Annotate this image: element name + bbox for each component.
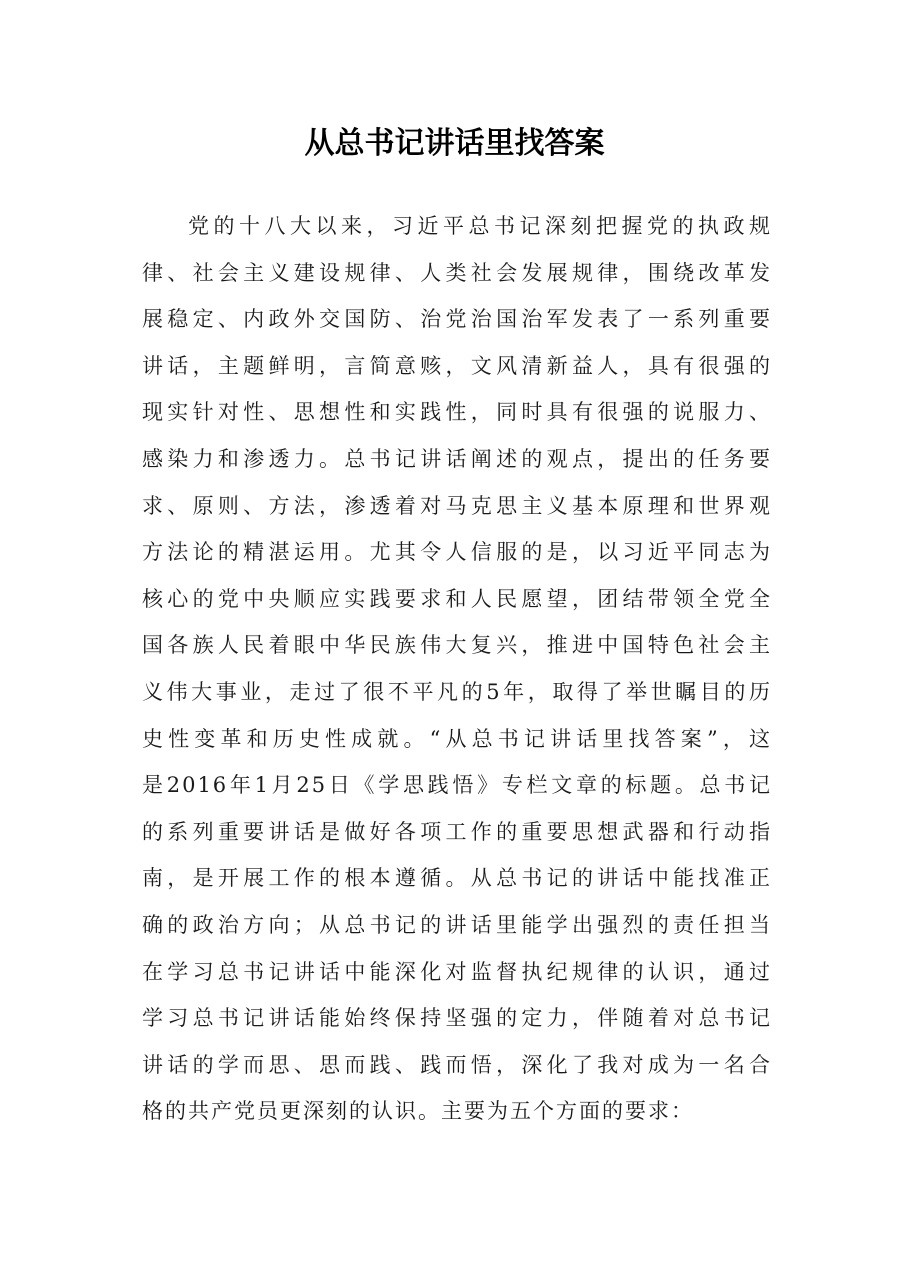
paragraph-line: 现实针对性、思想性和实践性，同时具有很强的说服力、 — [142, 400, 772, 425]
paragraph-line: 律、社会主义建设规律、人类社会发展规律，围绕改革发 — [142, 260, 772, 285]
paragraph-line: 义伟大事业，走过了很不平凡的5年，取得了举世瞩目的历 — [142, 679, 772, 704]
paragraph-line: 方法论的精湛运用。尤其令人信服的是，以习近平同志为 — [142, 540, 772, 565]
paragraph-line: 国各族人民着眼中华民族伟大复兴，推进中国特色社会主 — [142, 633, 772, 658]
paragraph-line: 史性变革和历史性成就。“从总书记讲话里找答案”，这 — [142, 726, 772, 751]
paragraph-line: 确的政治方向；从总书记的讲话里能学出强烈的责任担当 — [142, 912, 772, 937]
paragraph-line: 学习总书记讲话能始终保持坚强的定力，伴随着对总书记 — [142, 1006, 772, 1031]
paragraph-line: 展稳定、内政外交国防、治党治国治军发表了一系列重要 — [142, 307, 772, 332]
paragraph-line: 党的十八大以来，习近平总书记深刻把握党的执政规 — [188, 214, 772, 238]
paragraph-line: 的系列重要讲话是做好各项工作的重要思想武器和行动指 — [142, 819, 772, 844]
paragraph-line: 格的共产党员更深刻的认识。主要为五个方面的要求： — [142, 1099, 694, 1124]
paragraph-line: 感染力和渗透力。总书记讲话阐述的观点，提出的任务要 — [142, 446, 772, 471]
document-title: 从总书记讲话里找答案 — [304, 126, 605, 161]
document-paragraph — [142, 210, 772, 1142]
paragraph-line: 讲话，主题鲜明，言简意赅，文风清新益人，具有很强的 — [142, 353, 772, 378]
paragraph-line: 求、原则、方法，渗透着对马克思主义基本原理和世界观 — [142, 493, 772, 518]
paragraph-line: 讲话的学而思、思而践、践而悟，深化了我对成为一名合 — [142, 1052, 772, 1077]
paragraph-line: 核心的党中央顺应实践要求和人民愿望，团结带领全党全 — [142, 586, 772, 611]
paragraph-line: 在学习总书记讲话中能深化对监督执纪规律的认识，通过 — [142, 959, 772, 984]
paragraph-line: 是2016年1月25日《学思践悟》专栏文章的标题。总书记 — [142, 773, 772, 798]
paragraph-line: 南，是开展工作的根本遵循。从总书记的讲话中能找准正 — [142, 866, 772, 891]
